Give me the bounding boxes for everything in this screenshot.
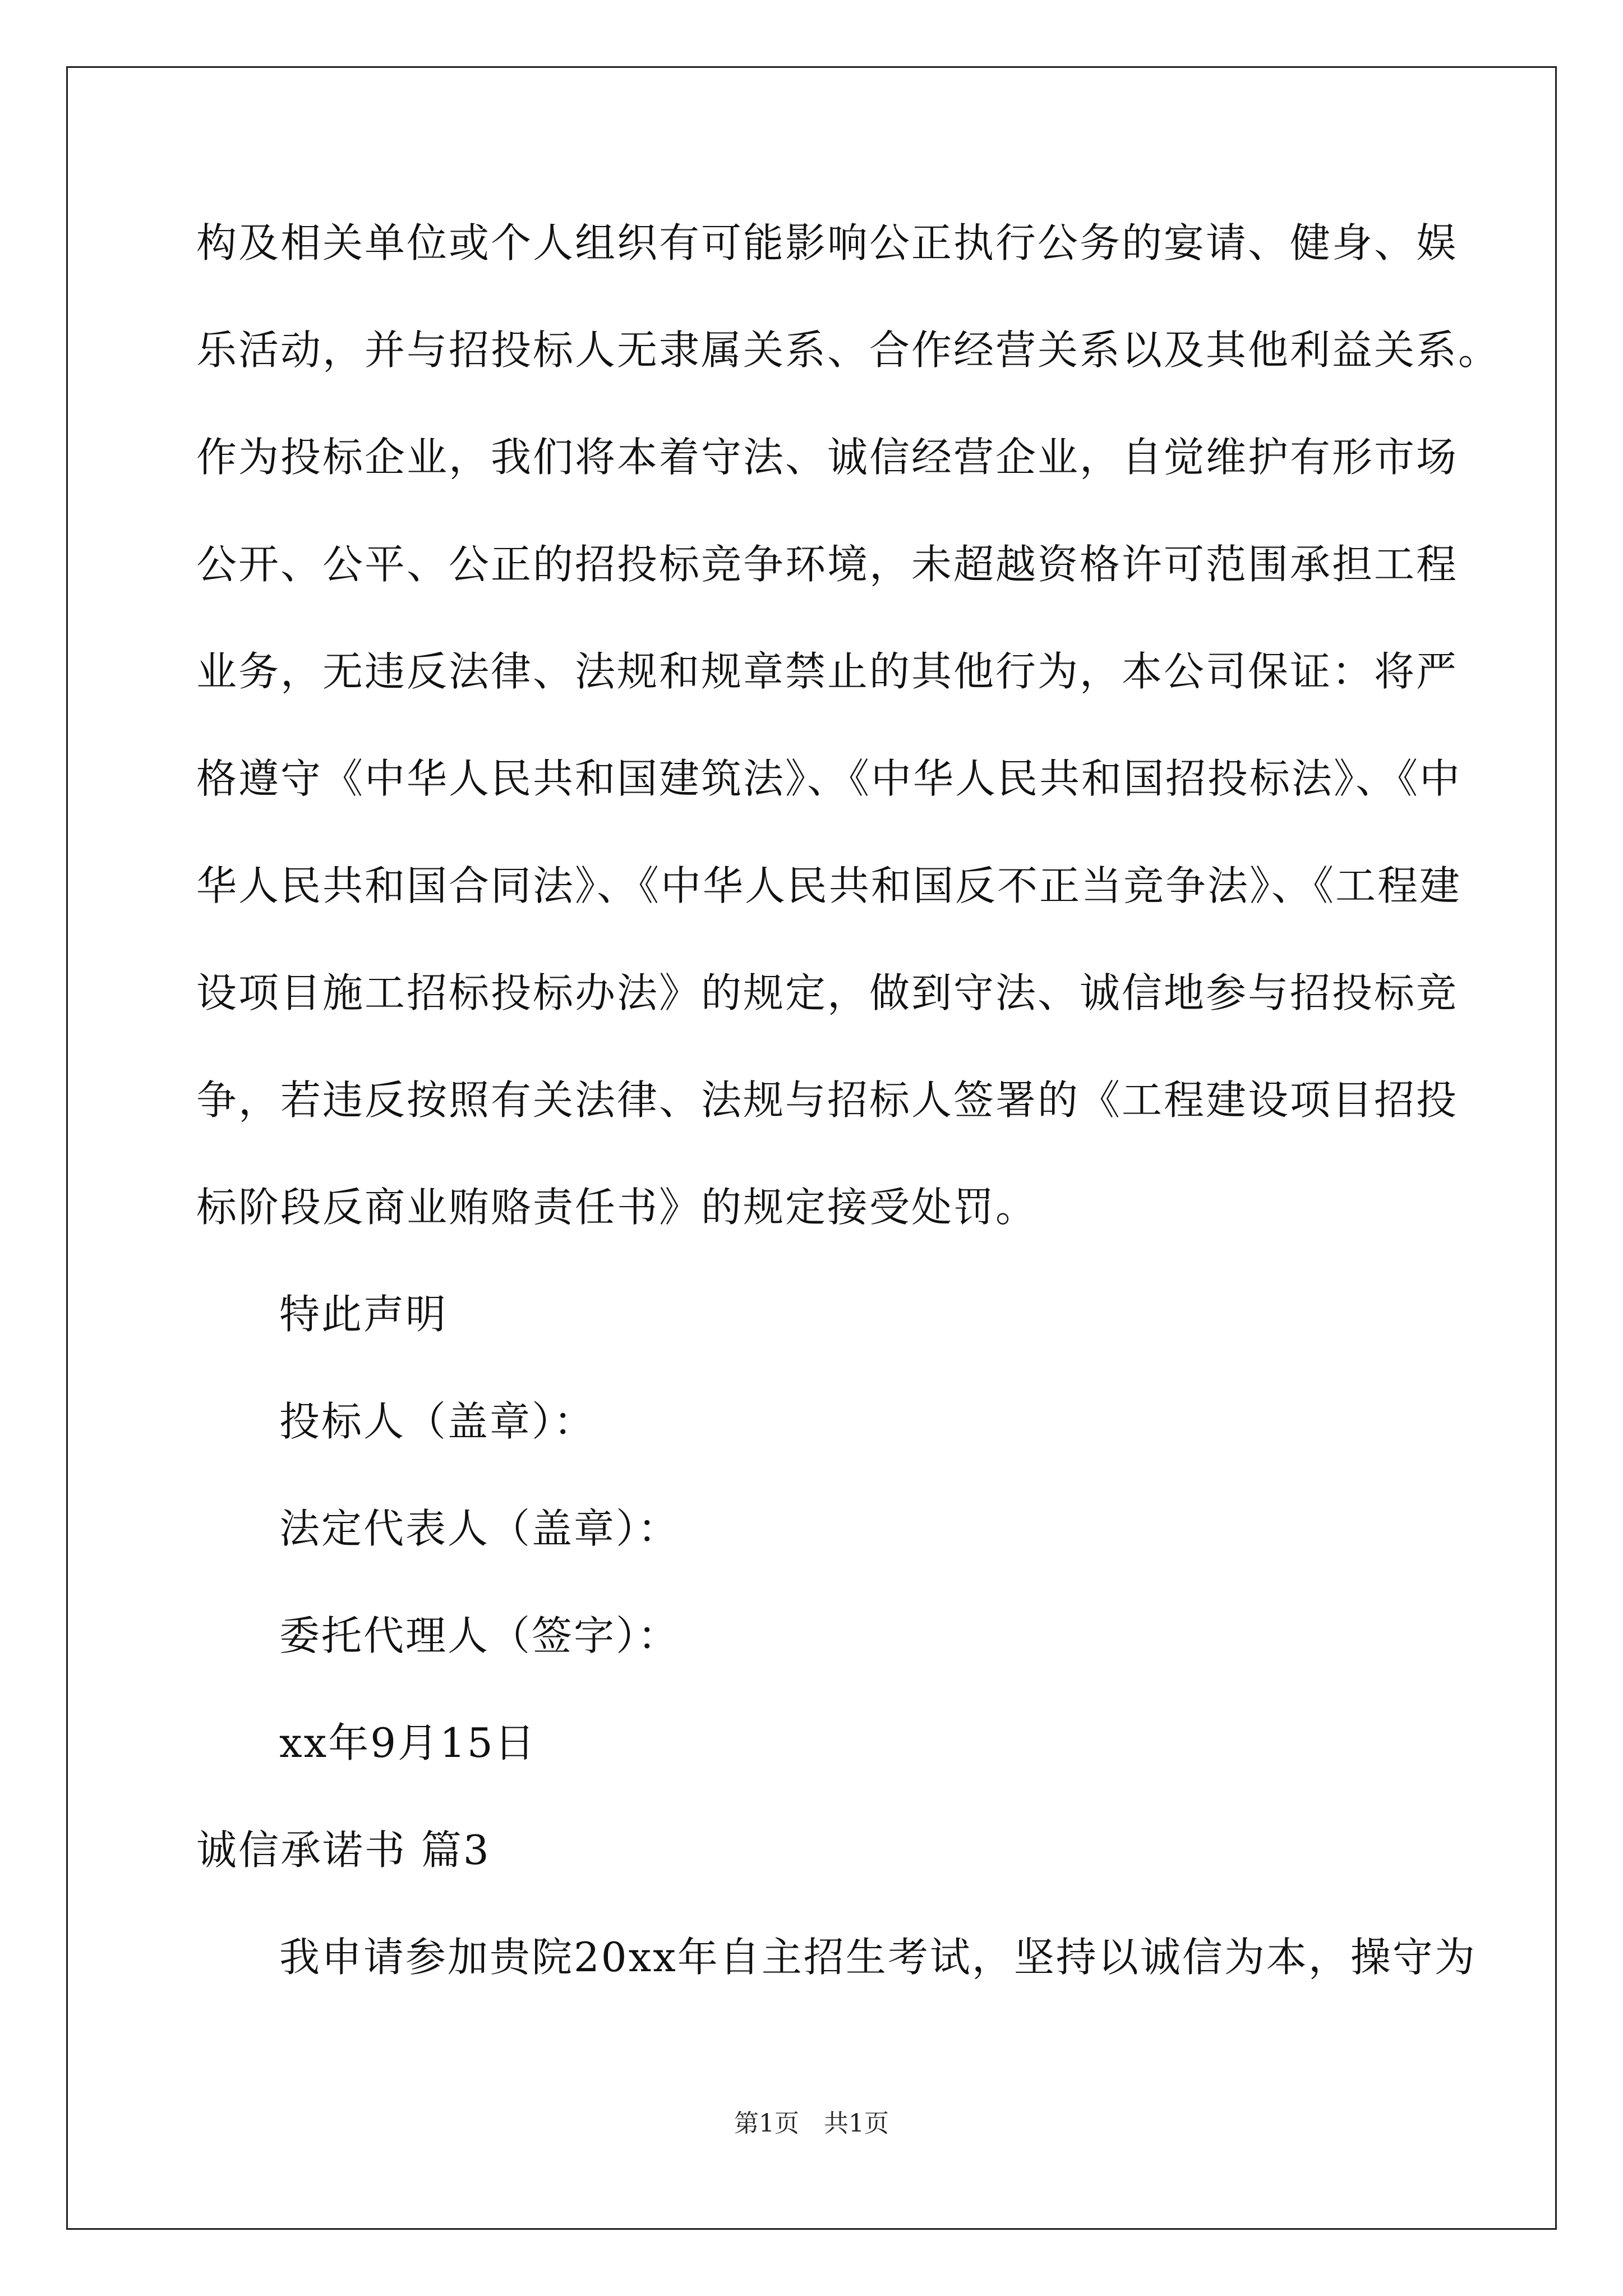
agent-signature-line: 委托代理人（签字）：	[279, 1612, 680, 1659]
body-line: 华人民共和国合同法》、《中华人民共和国反不正当竞争法》、《工程建	[196, 862, 1462, 909]
body-line: 公开、公平、公正的招投标竞争环境，未超越资格许可范围承担工程	[196, 541, 1459, 588]
body-line: 争，若违反按照有关法律、法规与招标人签署的《工程建设项目招投	[196, 1076, 1459, 1124]
document-body	[196, 216, 1501, 2037]
body-line: 乐活动，并与招投标人无隶属关系、合作经营关系以及其他利益关系。	[196, 326, 1501, 374]
section-heading: 诚信承诺书 篇3	[196, 1826, 491, 1874]
body-line: 构及相关单位或个人组织有可能影响公正执行公务的宴请、健身、娱	[196, 219, 1459, 266]
body-line: 作为投标企业，我们将本着守法、诚信经营企业，自觉维护有形市场	[196, 434, 1459, 481]
page-footer: 第1页 共1页	[734, 2109, 889, 2138]
declaration-text: 特此声明	[279, 1291, 448, 1338]
body-line: 标阶段反商业贿赂责任书》的规定接受处罚。	[196, 1184, 1038, 1231]
bidder-seal-line: 投标人（盖章）：	[279, 1398, 596, 1445]
body-line: 设项目施工招标投标办法》的规定，做到守法、诚信地参与招投标竞	[196, 969, 1459, 1016]
section-first-line: 我申请参加贵院20xx年自主招生考试，坚持以诚信为本，操守为	[279, 1934, 1477, 1981]
body-line: 业务，无违反法律、法规和规章禁止的其他行为，本公司保证：将严	[196, 648, 1459, 695]
legal-representative-seal-line: 法定代表人（盖章）：	[279, 1505, 680, 1552]
date-line: xx年9月15日	[279, 1719, 537, 1766]
body-line: 格遵守《中华人民共和国建筑法》、《中华人民共和国招投标法》、《中	[196, 755, 1462, 802]
